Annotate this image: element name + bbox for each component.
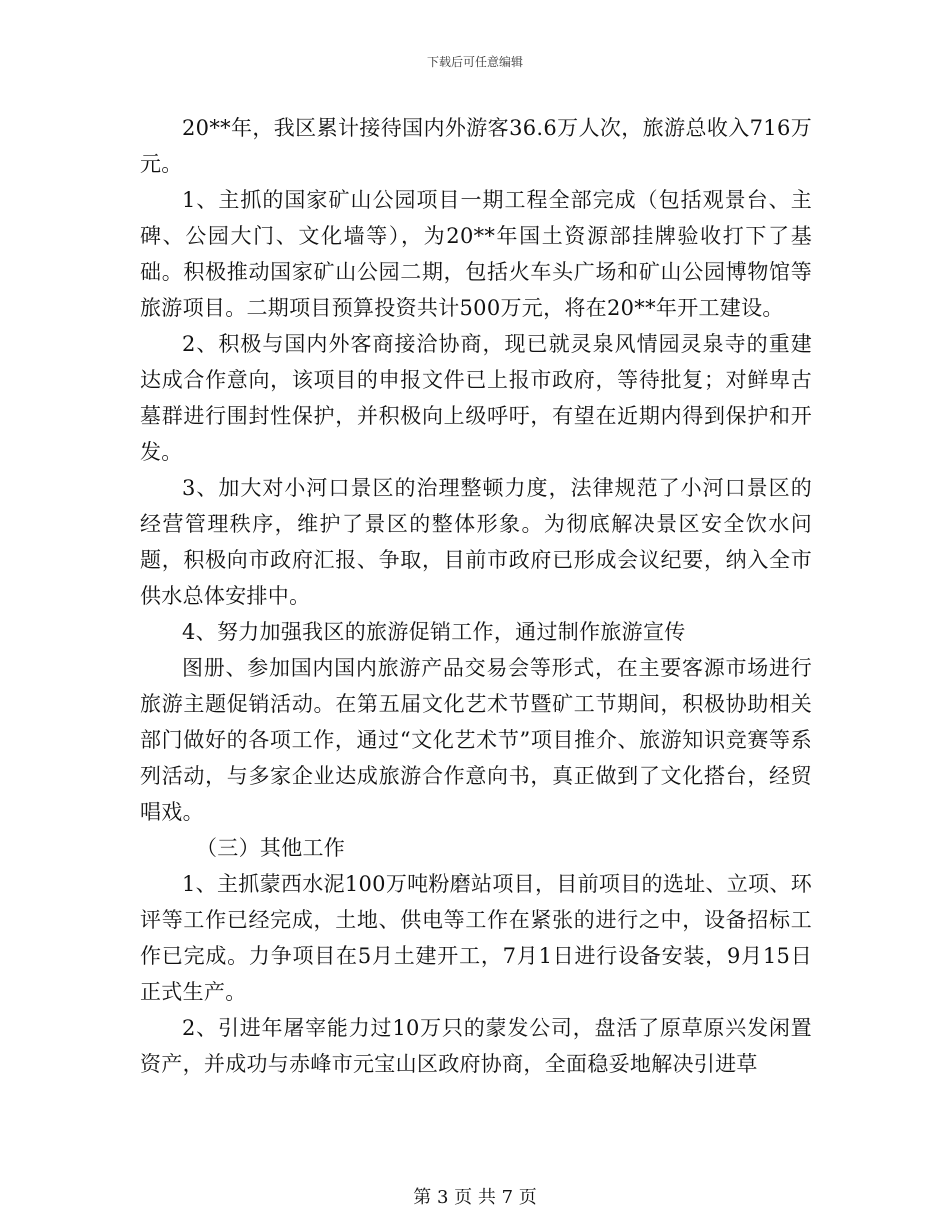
paragraph-lingquan-temple: 2、积极与国内外客商接洽协商，现已就灵泉风情园灵泉寺的重建达成合作意向，该项目的申报文件已上报市政府，等待批复；对鲜卑古墓群进行围封性保护，并积极向上级呼吁，有望在近期内得到保护和开发。: [140, 332, 812, 464]
page-header: 下载后可任意编辑: [426, 55, 523, 69]
section-heading-other-work: （三）其他工作: [196, 836, 346, 860]
paragraph-xiaohekou-scenic: 3、加大对小河口景区的治理整顿力度，法律规范了小河口景区的经营管理秩序，维护了景区的整体形象。为彻底解决景区安全饮水问题，积极向市政府汇报、争取，目前市政府已形成会议纪要，纳入全市供水总体安排中。: [140, 476, 812, 608]
paragraph-cement-project: 1、主抓蒙西水泥100万吨粉磨站项目，目前项目的选址、立项、环评等工作已经完成，土地、供电等工作在紧张的进行之中，设备招标工作已完成。力争项目在5月土建开工，7月1日进行设备安装，9月15日正式生产。: [140, 872, 812, 1004]
paragraph-tourism-promotion: 4、努力加强我区的旅游促销工作，通过制作旅游宣传: [182, 620, 686, 644]
paragraph-tourism-summary: 20**年，我区累计接待国内外游客36.6万人次，旅游总收入716万元。: [140, 116, 812, 176]
document-body: [140, 110, 812, 1082]
paragraph-mine-park: 1、主抓的国家矿山公园项目一期工程全部完成（包括观景台、主碑、公园大门、文化墙等），为20**年国土资源部挂牌验收打下了基础。积极推动国家矿山公园二期，包括火车头广场和矿山公园博物馆等旅游项目。二期项目预算投资共计500万元，将在20**年开工建设。: [140, 188, 812, 320]
paragraph-promotion-continued: 图册、参加国内国内旅游产品交易会等形式，在主要客源市场进行旅游主题促销活动。在第五届文化艺术节暨矿工节期间，积极协助相关部门做好的各项工作，通过“文化艺术节”项目推介、旅游知识竞赛等系列活动，与多家企业达成旅游合作意向书，真正做到了文化搭台，经贸唱戏。: [140, 656, 812, 824]
paragraph-mengfa-company: 2、引进年屠宰能力过10万只的蒙发公司，盘活了原草原兴发闲置资产，并成功与赤峰市元宝山区政府协商，全面稳妥地解决引进草: [140, 1016, 812, 1076]
page-number-footer: 第 3 页 共 7 页: [413, 1187, 537, 1208]
